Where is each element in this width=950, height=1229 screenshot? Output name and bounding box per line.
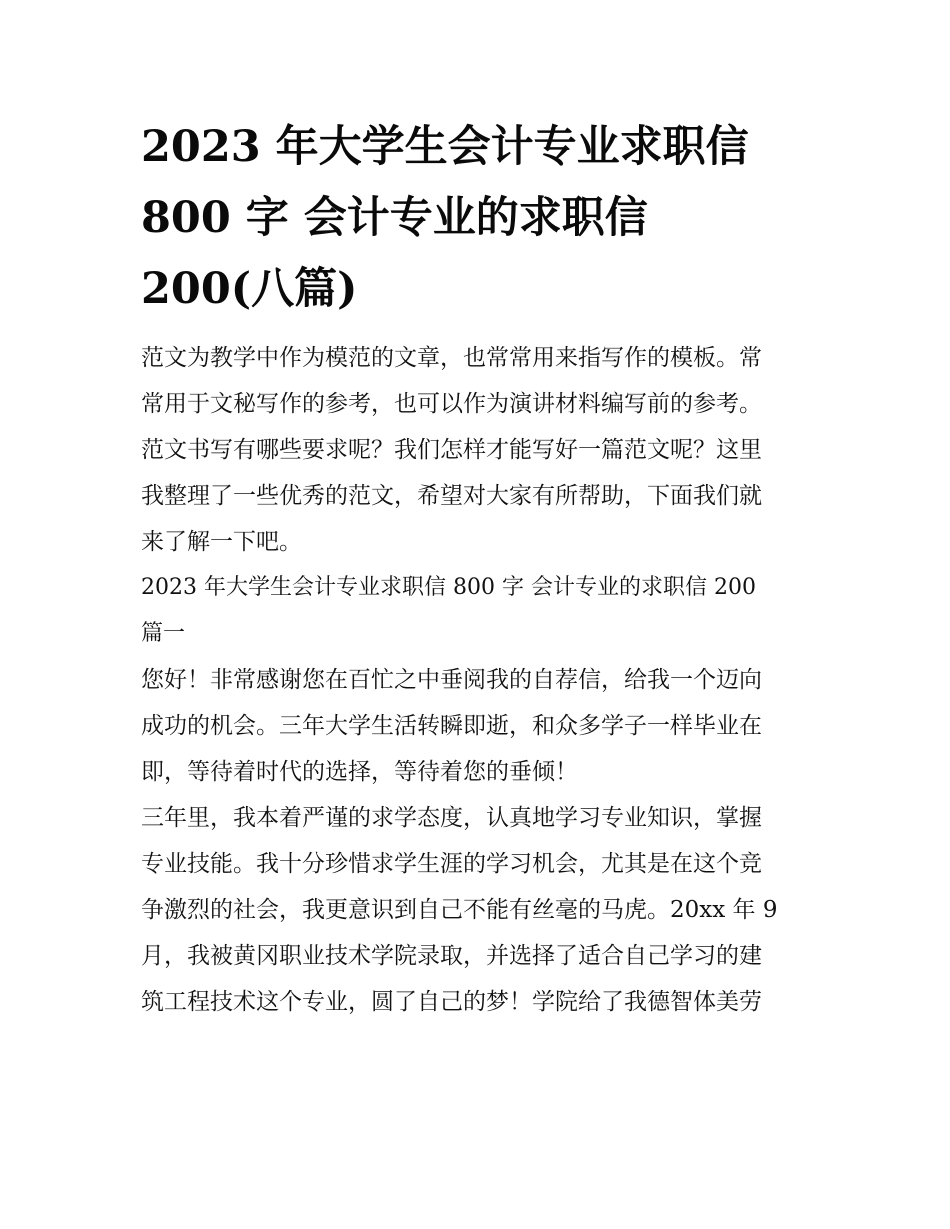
body-paragraph [141, 795, 813, 1025]
title-line-1: 2023 年大学生会计专业求职信 [141, 122, 749, 172]
paragraph-line: 常用于文秘写作的参考，也可以作为演讲材料编写前的参考。 [141, 391, 762, 417]
paragraph-line: 范文为教学中作为模范的文章，也常常用来指写作的模板。常 [141, 345, 762, 371]
paragraph-line: 范文书写有哪些要求呢？我们怎样才能写好一篇范文呢？这里 [141, 437, 762, 463]
title-line-3: 200(八篇) [141, 264, 358, 314]
paragraph-line: 三年里，我本着严谨的求学态度，认真地学习专业知识，掌握 [141, 805, 762, 831]
title-line-2: 800 字 会计专业的求职信 [141, 193, 648, 243]
paragraph-line: 专业技能。我十分珍惜求学生涯的学习机会，尤其是在这个竞 [141, 851, 762, 877]
paragraph-line: 我整理了一些优秀的范文，希望对大家有所帮助，下面我们就 [141, 483, 762, 509]
paragraph-line: 筑工程技术这个专业，圆了自己的梦！学院给了我德智体美劳 [141, 989, 762, 1015]
greeting-paragraph [141, 657, 813, 795]
document-title [141, 112, 813, 325]
paragraph-line: 争激烈的社会，我更意识到自己不能有丝毫的马虎。20xx 年 9 [141, 897, 778, 923]
paragraph-line: 即，等待着时代的选择，等待着您的垂倾！ [141, 759, 578, 785]
document-content [141, 112, 813, 1025]
paragraph-line: 来了解一下吧。 [141, 529, 302, 555]
section-heading [141, 565, 813, 657]
intro-paragraph [141, 335, 813, 565]
paragraph-line: 成功的机会。三年大学生活转瞬即逝，和众多学子一样毕业在 [141, 713, 762, 739]
paragraph-line: 月，我被黄冈职业技术学院录取，并选择了适合自己学习的建 [141, 943, 762, 969]
section-heading-line: 2023 年大学生会计专业求职信 800 字 会计专业的求职信 200 [141, 575, 756, 600]
section-heading-line: 篇一 [141, 621, 186, 646]
paragraph-line: 您好！非常感谢您在百忙之中垂阅我的自荐信，给我一个迈向 [141, 667, 762, 693]
